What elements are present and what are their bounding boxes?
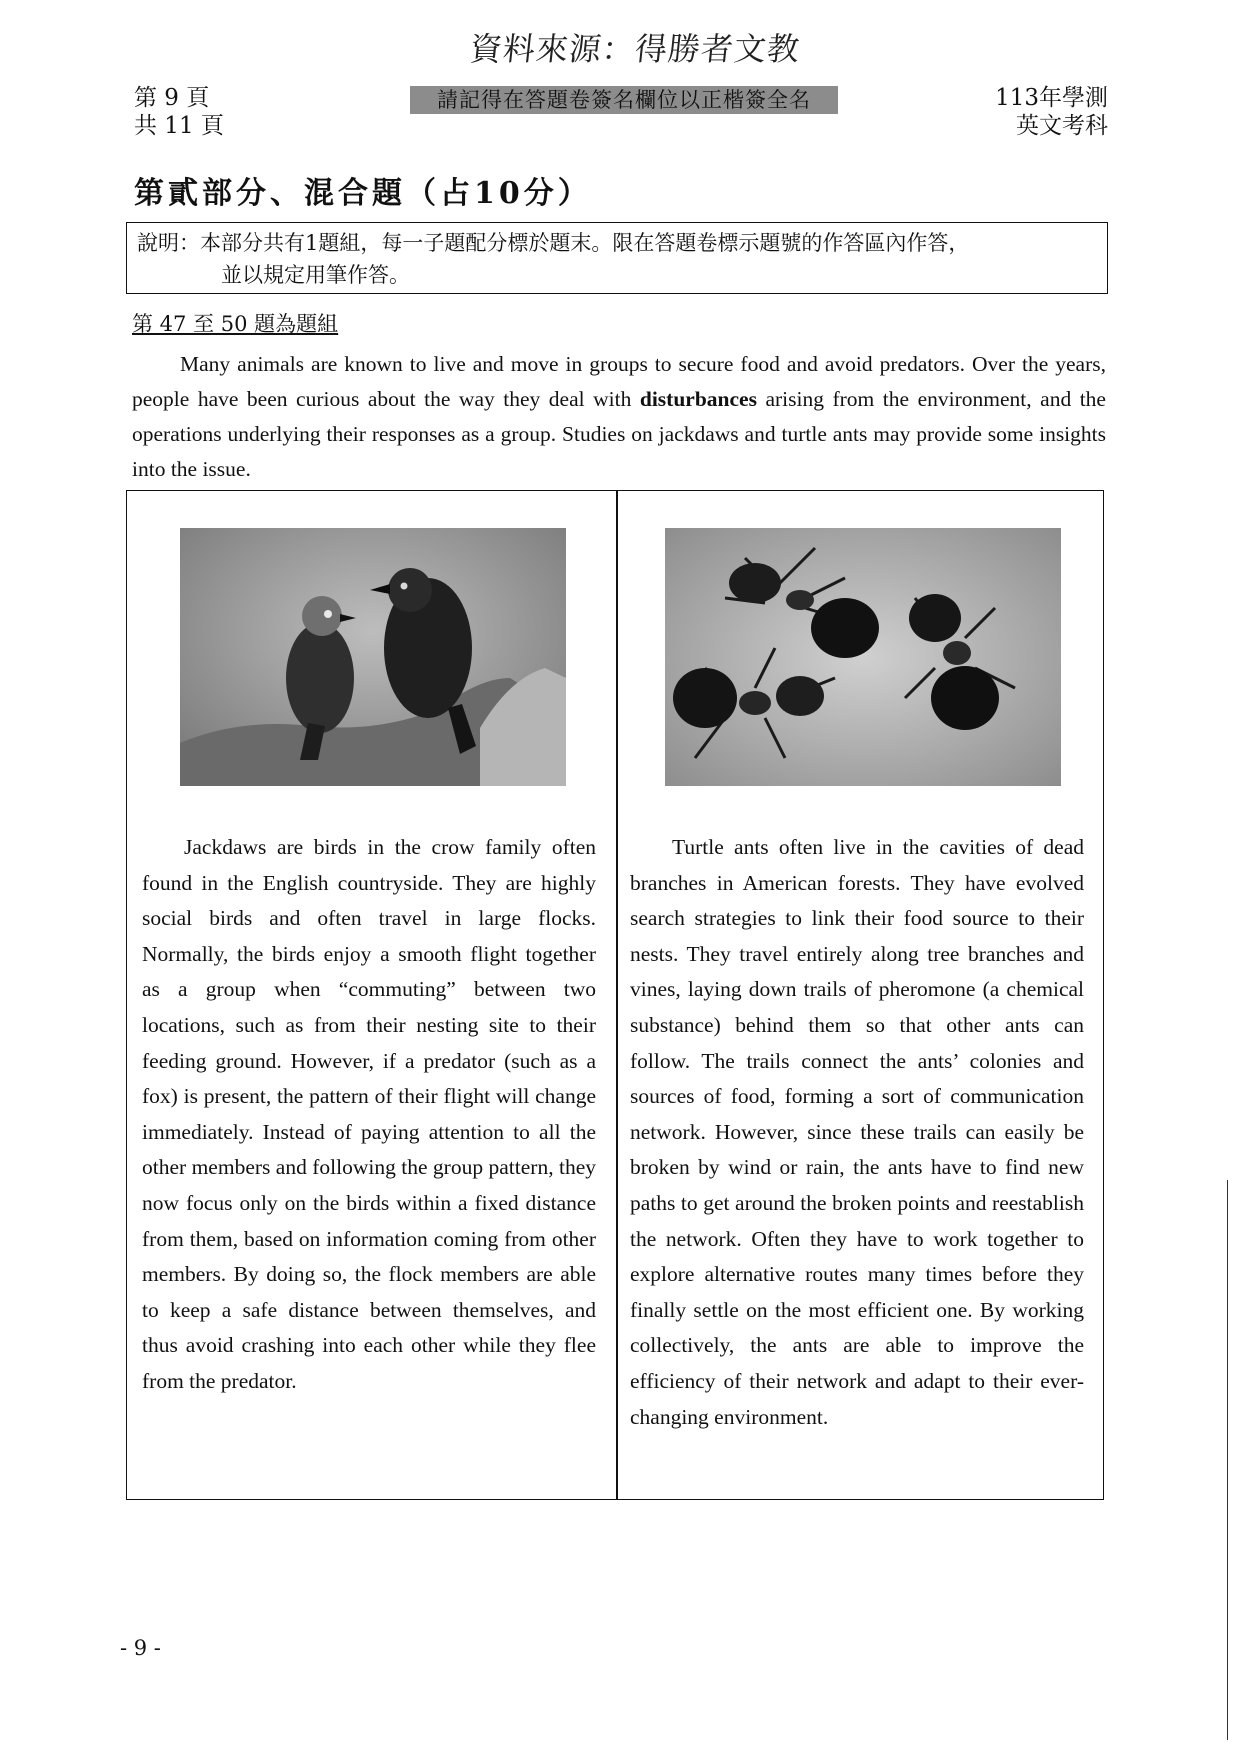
- intro-paragraph: [132, 347, 1106, 487]
- jackdaws-passage: Jackdaws are birds in the crow family often found in the English countryside. They are highly social birds and often travel in large flocks. Normally, the birds enjoy a smooth flight together as a group when “commuting” between two locations, such as from their nesting site to their feeding ground. However, if a predator (such as a fox) is present, the pattern of their flight will change immediately. Instead of paying attention to all the other members and following the group pattern, they now focus only on the birds within a fixed distance from them, based on information coming from other members. By doing so, the flock members are able to keep a safe distance between themselves, and thus avoid crashing into each other while they flee from the predator.: [142, 835, 596, 1393]
- exam-subject: 英文考科: [1016, 113, 1108, 139]
- exam-year: 113年學測: [995, 85, 1108, 111]
- panel-divider: [616, 490, 618, 1500]
- signature-notice: 請記得在答題卷簽名欄位以正楷簽全名: [410, 86, 838, 114]
- turtle-ants-photo: [665, 528, 1061, 786]
- intro-text-end: arising from the environment, and the operations underlying their responses as a group. Studies on jackdaws and turtle ants may provide some insights into the issue.: [132, 387, 1106, 481]
- section-title: 第貳部分、混合題（占10分）: [134, 176, 592, 211]
- jackdaws-photo: [180, 528, 566, 786]
- page-number-label: 第 9 頁: [134, 85, 210, 111]
- page-footer-number: - 9 -: [120, 1636, 161, 1660]
- turtle-ants-passage: Turtle ants often live in the cavities of dead branches in American forests. They have evolved search strategies to link their food source to their nests. They travel entirely along tree branches and vines, laying down trails of pheromone (a chemical substance) behind them so that other ants can follow. The trails connect the ants’ colonies and sources of food, forming a sort of communication network. However, since these trails can easily be broken by wind or rain, the ants have to find new paths to get around the broken points and reestablish the network. Often they have to work together to explore alternative routes many times before they finally settle on the most efficient one. By working collectively, the ants are able to improve the efficiency of their network and adapt to their ever-changing environment.: [630, 835, 1084, 1429]
- exam-info: [995, 84, 1108, 140]
- instruction-line-1: 說明：本部分共有1題組，每一子題配分標於題末。限在答題卷標示題號的作答區內作答，: [137, 231, 970, 255]
- instruction-box: [126, 222, 1108, 294]
- question-group-label: 第 47 至 50 題為題組: [132, 312, 339, 336]
- scan-edge-line: [1227, 1180, 1228, 1740]
- page-indicator: [134, 84, 224, 140]
- total-pages-label: 共 11 頁: [134, 113, 224, 139]
- intro-text-start: Many animals are known to live and move in groups to secure food and avoid predators. Over the years, people have been curious about the way they deal with: [132, 352, 1106, 411]
- intro-keyword: disturbances: [639, 387, 757, 411]
- instruction-line-2: 並以規定用筆作答。: [221, 263, 410, 287]
- source-handwriting: 資料來源：得勝者文教: [468, 30, 803, 68]
